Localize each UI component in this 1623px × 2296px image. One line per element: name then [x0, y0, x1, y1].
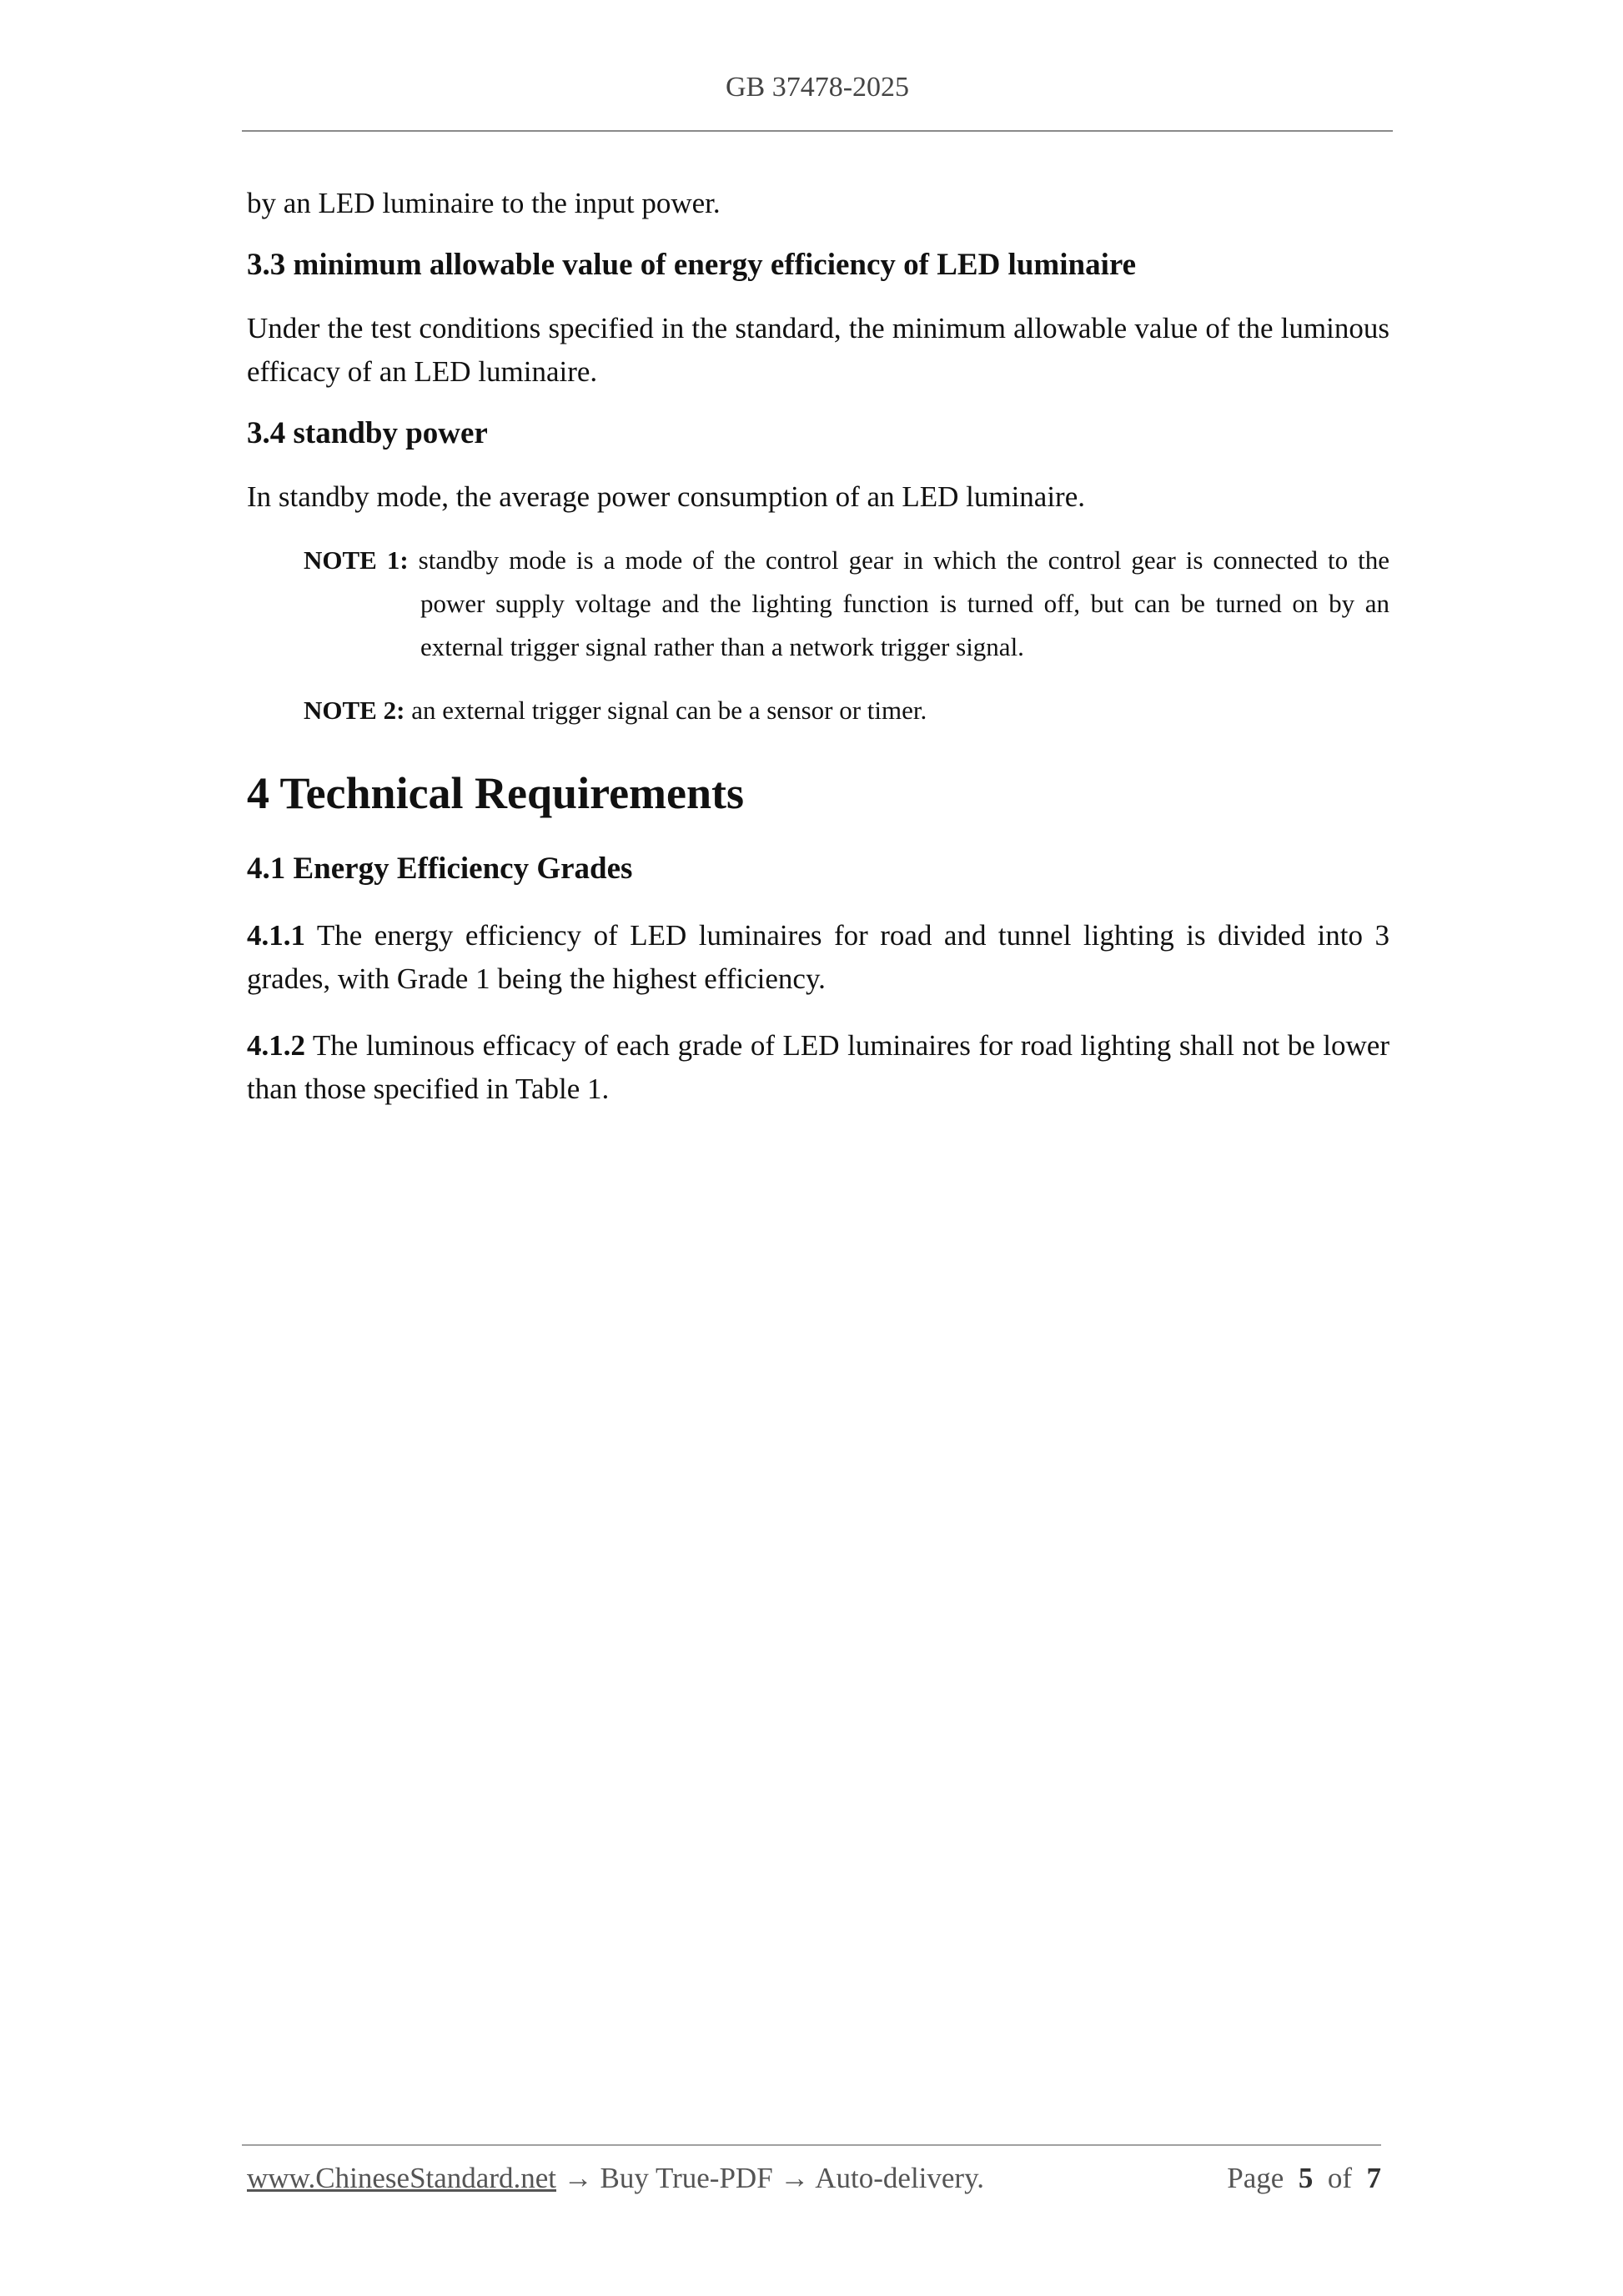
section-4-1-heading: 4.1 Energy Efficiency Grades [247, 852, 633, 886]
section-3-3-text: Under the test conditions specified in the standard, the minimum allowable value of the luminous efficacy of an LED luminaire. [247, 312, 1389, 388]
note-2 [304, 689, 1389, 732]
clause-4-1-2-text: The luminous efficacy of each grade of LED luminaires for road lighting shall not be lower than those specified in Table 1. [247, 1029, 1389, 1105]
section-3-4-heading: 3.4 standby power [247, 416, 488, 450]
clause-4-1-1-text: The energy efficiency of LED luminaires for road and tunnel lighting is divided into 3 grades, with Grade 1 being the highest efficiency. [247, 919, 1389, 995]
clause-4-1-2 [247, 1024, 1389, 1111]
note-1-label: NOTE 1: [304, 545, 409, 575]
clause-4-1-1-number: 4.1.1 [247, 919, 305, 952]
section-3-3-heading: 3.3 minimum allowable value of energy efficiency of LED luminaire [247, 248, 1137, 282]
section-4-heading: 4 Technical Requirements [247, 768, 745, 818]
of-label: of [1327, 2162, 1352, 2194]
page-label: Page [1227, 2162, 1284, 2194]
auto-delivery-text: Auto-delivery. [815, 2162, 985, 2194]
arrow-right-icon: → [780, 2162, 810, 2194]
footer-promo [247, 2162, 984, 2195]
clause-4-1-2-number: 4.1.2 [247, 1029, 305, 1062]
header-divider [242, 130, 1393, 132]
buy-true-pdf-text: Buy True-PDF [600, 2162, 773, 2194]
note-1 [304, 539, 1389, 669]
clause-4-1-1 [247, 914, 1389, 1001]
note-2-text: an external trigger signal can be a sensor or timer. [411, 696, 927, 725]
continued-paragraph: by an LED luminaire to the input power. [247, 187, 721, 219]
website-link[interactable]: www.ChineseStandard.net [247, 2162, 556, 2194]
page-current: 5 [1298, 2162, 1314, 2194]
page-content [247, 182, 1389, 1111]
page-number [1227, 2162, 1381, 2195]
note-1-text: standby mode is a mode of the control gear in which the control gear is connected to the power supply voltage and the lighting function is turned off, but can be turned on by an external trigger signal rather than a network trigger signal. [418, 545, 1390, 661]
note-2-label: NOTE 2: [304, 696, 405, 725]
footer-divider [242, 2144, 1381, 2146]
arrow-right-icon: → [563, 2162, 593, 2194]
running-header: GB 37478-2025 [725, 72, 910, 103]
section-3-4-text: In standby mode, the average power consumption of an LED luminaire. [247, 480, 1085, 513]
page-total: 7 [1366, 2162, 1381, 2194]
